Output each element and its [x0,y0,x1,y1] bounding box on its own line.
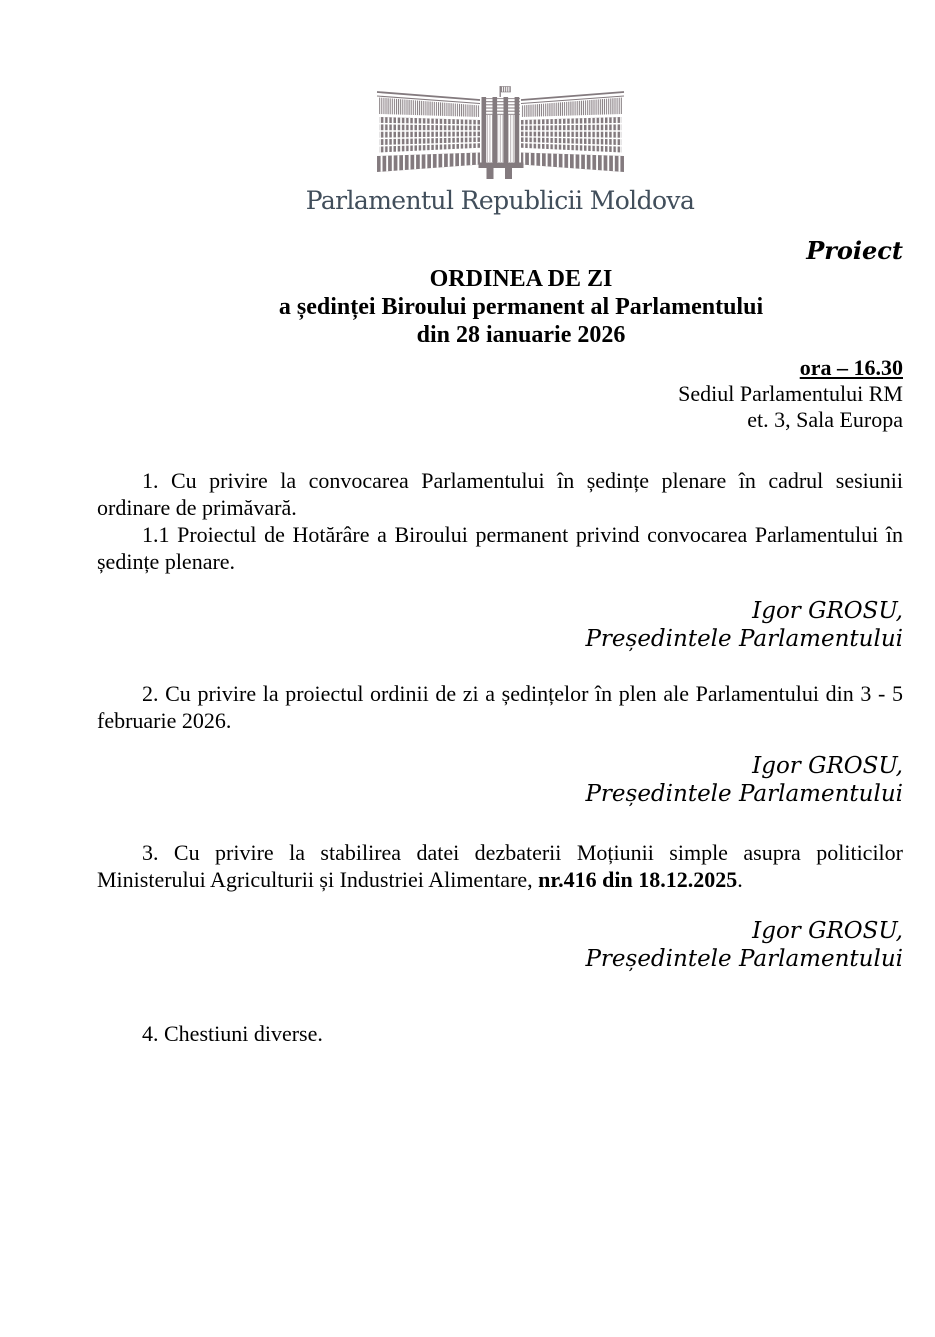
agenda-item-3 [97,839,903,893]
agenda-item-3-reference: nr.416 din 18.12.2025 [538,867,738,892]
meeting-venue-line-1: Sediul Parlamentului RM [678,381,903,406]
title-line-1: ORDINEA DE ZI [429,266,613,292]
agenda-item-1: 1. Cu privire la convocarea Parlamentului în ședințe plenare în cadrul sesiunii ordinare de primăvară. [97,468,903,520]
meeting-venue-line-2: et. 3, Sala Europa [747,407,903,432]
agenda-item-2: 2. Cu privire la proiectul ordinii de zi a ședințelor în plen ale Parlamentului din 3 - 5 februarie 2026. [97,681,903,733]
draft-label: Proiect [806,236,903,265]
signature-block-3 [97,917,903,973]
title-line-3: din 28 ianuarie 2026 [416,322,626,348]
agenda-item-3-period: . [737,867,743,892]
signature-name: Igor GROSU, [752,598,903,624]
signature-title: Președintele Parlamentului [585,946,903,972]
title-line-2: a ședinței Biroului permanent al Parlamentului [278,294,764,320]
signature-name: Igor GROSU, [752,753,903,779]
signature-title: Președintele Parlamentului [585,626,903,652]
agenda-item-1-1: 1.1 Proiectul de Hotărâre a Biroului permanent privind convocarea Parlamentului în ședințe plenare. [97,522,903,574]
meeting-meta [97,355,903,433]
document-title [139,265,903,349]
parliament-building-icon [375,85,625,181]
agenda-item-3-text: 3. Cu privire la stabilirea datei dezbaterii Moțiunii simple asupra politicilor Ministerului Agriculturii și Industriei Alimentare, [97,840,903,892]
logo-caption: Parlamentul Republicii Moldova [305,186,695,215]
signature-block-2 [97,752,903,808]
signature-name: Igor GROSU, [752,918,903,944]
signature-title: Președintele Parlamentului [585,781,903,807]
signature-block-1 [97,597,903,653]
agenda-item-4: 4. Chestiuni diverse. [142,1021,323,1046]
meeting-time: ora – 16.30 [799,355,903,380]
parliament-logo [97,85,903,217]
